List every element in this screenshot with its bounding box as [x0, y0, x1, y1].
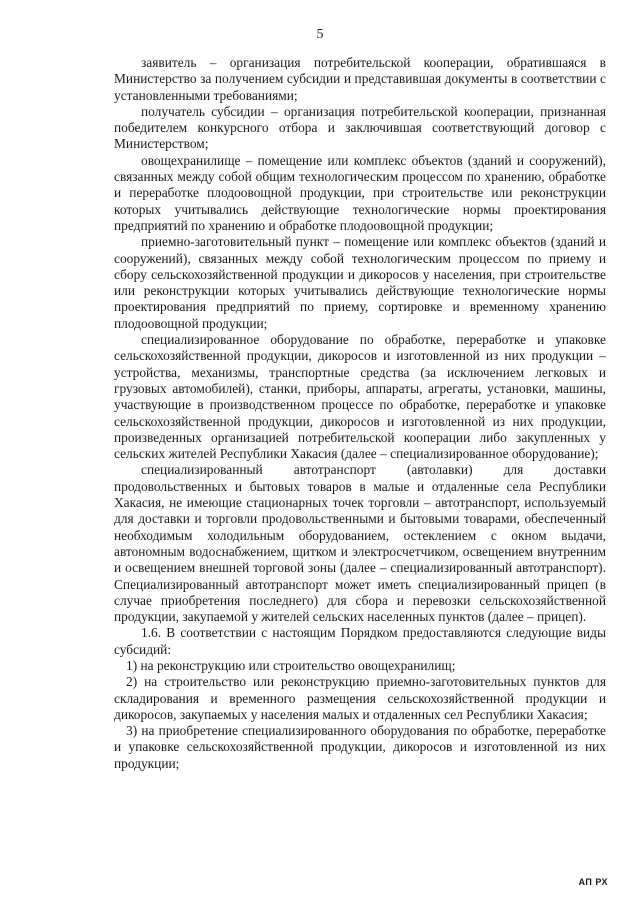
- definition-applicant: заявитель – организация потребительской кооперации, обратившаяся в Министерство за получением субсидии и представившая документы в соответствии с установленными требованиями;: [114, 55, 606, 103]
- section-1-6: 1.6. В соответствии с настоящим Порядком предоставляются следующие виды субсидий:: [114, 625, 606, 657]
- definition-vegetable-storage: овощехранилище – помещение или комплекс объектов (зданий и сооружений), связанных между собой общим технологическим процессом по хранению, обработке и переработке плодоовощной продукции, при строительстве или реконструкции которых учитывались действующие технологические нормы проектирования предприятий по хранению и обработке плодоовощной продукции;: [114, 152, 606, 233]
- definition-specialized-equipment: специализированное оборудование по обработке, переработке и упаковке сельскохозяйственной продукции, дикоросов и изготовленной из них продукции – устройства, механизмы, транспортные средства (за исключением легковых и грузовых автомобилей), станки, приборы, аппараты, агрегаты, установки, машины, участвующие в производственном процессе по обработке, переработке и упаковке сельскохозяйственной продукции, дикоросов и изготовленной из них продукции, произведенных организацией потребительской кооперации либо закупленных у сельских жителей Республики Хакасия (далее – специализированное оборудование);: [114, 332, 606, 462]
- footer-stamp: АП РХ: [578, 877, 608, 887]
- subsidy-item-2: 2) на строительство или реконструкцию приемно-заготовительных пунктов для складирования и временного размещения сельскохозяйственной продукции и дикоросов, закупаемых у населения малых и отдаленных сел Республики Хакасия;: [114, 674, 606, 722]
- subsidy-item-1: 1) на реконструкцию или строительство овощехранилищ;: [126, 657, 456, 673]
- page-number: 5: [316, 27, 324, 42]
- subsidy-item-3: 3) на приобретение специализированного оборудования по обработке, переработке и упаковке сельскохозяйственной продукции, дикоросов и изготовленной из них продукции;: [114, 723, 606, 771]
- definition-recipient: получатель субсидии – организация потребительской кооперации, признанная победителем конкурсного отбора и заключившая соответствующий договор с Министерством;: [114, 103, 606, 152]
- document-body: [114, 55, 606, 772]
- definition-specialized-transport: специализированный автотранспорт (автолавки) для доставки продовольственных и бытовых товаров в малые и отдаленные села Республики Хакасия, не имеющие стационарных точек торговли – автотранспорт, используемый для доставки и торговли продовольственными и бытовыми товарами, обеспеченный необходимым холодильным оборудованием, остеклением с окном выдачи, автономным водоснабжением, щитком и электросчетчиком, освещением внутренним и освещением внешней торговой зоны (далее – специализированный автотранспорт). Специализированный автотранспорт может иметь специализированный прицеп (в случае приобретения последнего) для сбора и перевозки сельскохозяйственной продукции, закупаемой у жителей сельских населенных пунктов (далее – прицеп).: [114, 462, 606, 625]
- definition-procurement-point: приемно-заготовительный пункт – помещение или комплекс объектов (зданий и сооружений), связанных между собой технологическим процессом по приему и сбору сельскохозяйственной продукции и дикоросов у населения, при строительстве или реконструкции которых учитывались действующие технологические нормы проектирования предприятий по приему, сортировке и временному хранению плодоовощной продукции;: [114, 234, 606, 331]
